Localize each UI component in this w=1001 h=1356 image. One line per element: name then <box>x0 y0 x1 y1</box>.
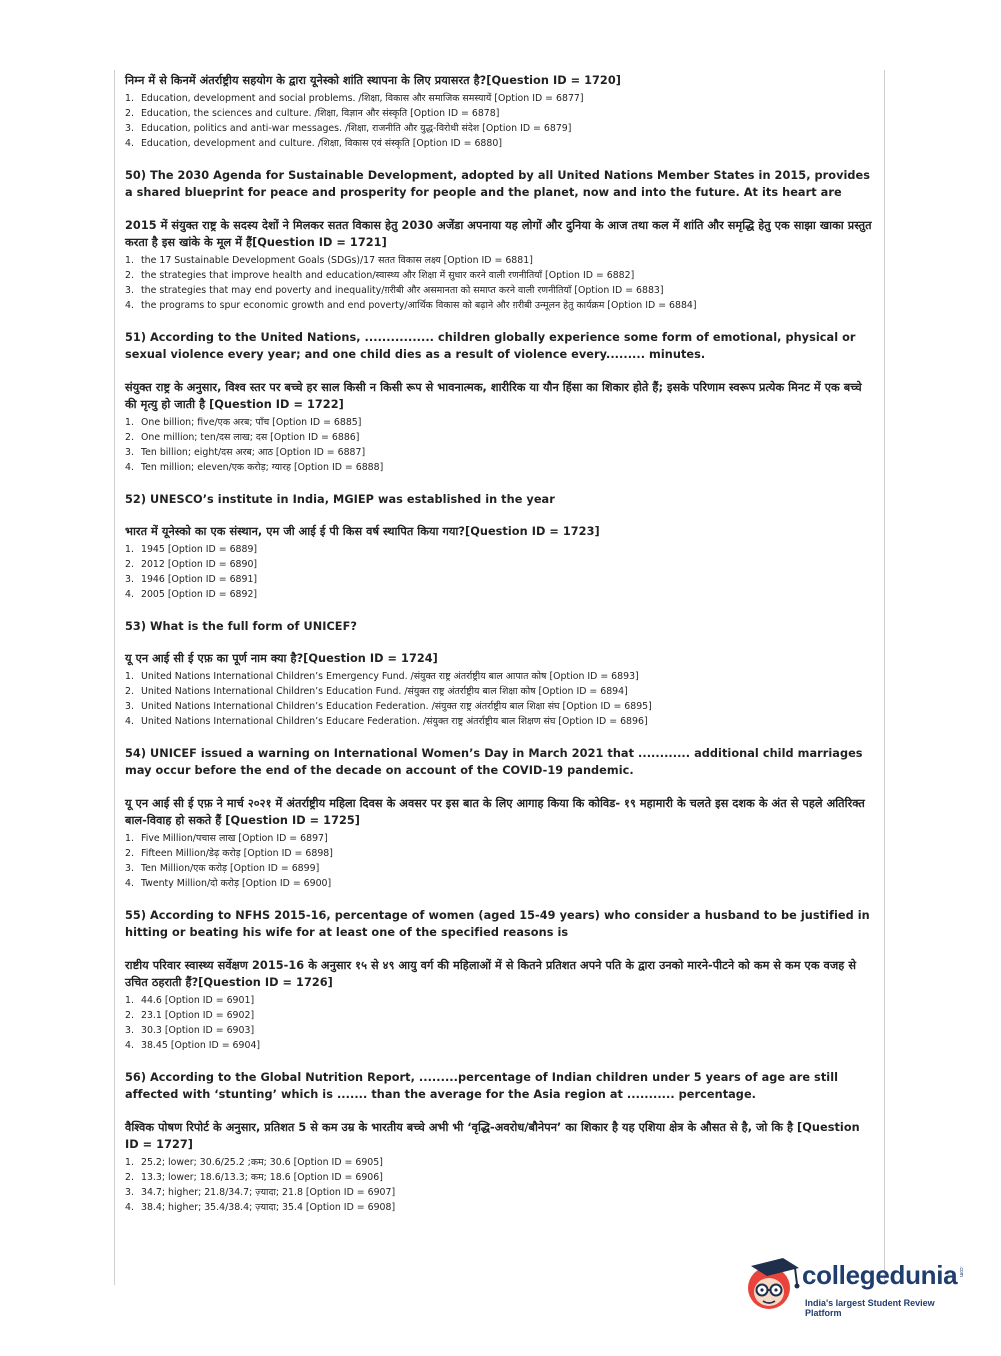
option-item: 3. Ten Million/एक करोड़ [Option ID = 6899] <box>125 862 320 874</box>
logo-tagline: India's largest Student Review Platform <box>805 1298 935 1318</box>
option-item: 2. Fifteen Million/डेढ़ करोड़ [Option ID = 6898] <box>125 847 333 859</box>
question-stem-hindi: संयुक्त राष्ट्र के अनुसार, विश्व स्तर पर बच्चे हर साल किसी न किसी रूप से भावनात्मक, शारीरिक या यौन हिंसा का शिकार होते हैं; इसके परिणाम स्वरूप प्रत्येक मिनट में एक बच्चे की मृत्यु हो जाती है [Question ID = 1722] <box>125 380 862 411</box>
question-stem-hindi: वैश्विक पोषण रिपोर्ट के अनुसार, प्रतिशत 5 से कम उम्र के भारतीय बच्चे अभी भी ‘वृद्धि-अवरोध/बौनेपन’ का शिकार है यह एशिया क्षेत्र के औसत से है, जो कि है [Question ID = 1727] <box>125 1120 860 1151</box>
question-stem-english: 55) According to NFHS 2015-16, percentage of women (aged 15-49 years) who consider a husband to be justified in hitting or beating his wife for at least one of the specified reasons is <box>125 908 870 939</box>
logo-wordmark: collegedunia <box>802 1260 958 1290</box>
question-stem-english: 56) According to the Global Nutrition Report, .........percentage of Indian children under 5 years of age are still affected with ‘stunting’ which is ....... than the average for the Asia region at ........... percentage. <box>125 1070 839 1101</box>
question-56 <box>125 1069 877 1215</box>
option-list <box>125 1155 877 1215</box>
option-list <box>125 993 877 1053</box>
question-stem-hindi: यू एन आई सी ई एफ़ ने मार्च २०२१ में अंतर्राष्ट्रीय महिला दिवस के अवसर पर इस बात के लिए आगाह किया कि कोविड- १९ महामारी के चलते इस दशक के अंत से पहले अतिरिक्त बाल-विवाह हो सकते हैं [Question ID = 1725] <box>125 796 865 827</box>
question-stem-hindi: यू एन आई सी ई एफ़ का पूर्ण नाम क्या है?[Question ID = 1724] <box>125 652 438 665</box>
option-item: 1. One billion; five/एक अरब; पाँच [Option ID = 6885] <box>125 416 362 428</box>
page-border-left <box>114 70 115 1285</box>
option-item: 2. 23.1 [Option ID = 6902] <box>125 1009 255 1021</box>
option-item: 4. Ten million; eleven/एक करोड़; ग्यारह [Option ID = 6888] <box>125 461 384 473</box>
question-stem-english: 50) The 2030 Agenda for Sustainable Development, adopted by all United Nations Member States in 2015, provides a shared blueprint for peace and prosperity for people and the planet, now and into the future. At its heart are <box>125 168 871 199</box>
question-stem-hindi: भारत में यूनेस्को का एक संस्थान, एम जी आई ई पी किस वर्ष स्थापित किया गया?[Question ID = 1723] <box>125 525 600 538</box>
option-list <box>125 253 877 313</box>
question-54 <box>125 745 877 891</box>
question-50 <box>125 167 877 313</box>
question-1720 <box>125 72 877 151</box>
option-list <box>125 415 877 475</box>
question-stem-hindi: निम्न में से किनमें अंतर्राष्ट्रीय सहयोग के द्वारा यूनेस्को शांति स्थापना के लिए प्रयासरत है?[Question ID = 1720] <box>125 74 621 87</box>
option-item: 1. the 17 Sustainable Development Goals (SDGs)/17 सतत विकास लक्ष्य [Option ID = 6881] <box>125 254 533 266</box>
option-item: 1. 44.6 [Option ID = 6901] <box>125 994 255 1006</box>
option-item: 1. 25.2; lower; 30.6/25.2 ;कम; 30.6 [Option ID = 6905] <box>125 1156 383 1168</box>
option-item: 2. 2012 [Option ID = 6890] <box>125 558 258 570</box>
option-item: 3. 1946 [Option ID = 6891] <box>125 573 258 585</box>
question-55 <box>125 907 877 1053</box>
option-item: 2. One million; ten/दस लाख; दस [Option ID = 6886] <box>125 431 360 443</box>
question-stem-english: 53) What is the full form of UNICEF? <box>125 619 357 633</box>
option-list <box>125 669 877 729</box>
option-item: 1. Five Million/पचास लाख [Option ID = 6897] <box>125 832 328 844</box>
option-item: 4. the programs to spur economic growth and end poverty/आर्थिक विकास को बढ़ाने और ग़रीबी उन्मूलन हेतु कार्यक्रम [Option ID = 6884] <box>125 299 697 311</box>
option-item: 4. Education, development and culture. /शिक्षा, विकास एवं संस्कृति [Option ID = 6880] <box>125 137 502 149</box>
option-item: 1. United Nations International Children’s Emergency Fund. /संयुक्त राष्ट्र अंतर्राष्ट्रीय बाल आपात कोष [Option ID = 6893] <box>125 670 639 682</box>
option-item: 2. 13.3; lower; 18.6/13.3; कम; 18.6 [Option ID = 6906] <box>125 1171 383 1183</box>
option-item: 2. United Nations International Children’s Education Fund. /संयुक्त राष्ट्र अंतर्राष्ट्रीय बाल शिक्षा कोष [Option ID = 6894] <box>125 685 628 697</box>
option-item: 4. 38.45 [Option ID = 6904] <box>125 1039 261 1051</box>
question-53 <box>125 618 877 729</box>
option-item: 4. Twenty Million/दो करोड़ [Option ID = 6900] <box>125 877 332 889</box>
option-item: 3. United Nations International Children’s Education Federation. /संयुक्त राष्ट्र अंतर्राष्ट्रीय बाल शिक्षा संघ [Option ID = 6895] <box>125 700 652 712</box>
option-item: 3. Ten billion; eight/दस अरब; आठ [Option ID = 6887] <box>125 446 366 458</box>
option-item: 3. the strategies that may end poverty and inequality/ग़रीबी और असमानता को समाप्त करने वाली रणनीतियाँ [Option ID = 6883] <box>125 284 664 296</box>
option-item: 3. 34.7; higher; 21.8/34.7; ज़्यादा; 21.8 [Option ID = 6907] <box>125 1186 396 1198</box>
option-item: 3. Education, politics and anti-war messages. /शिक्षा, राजनीति और युद्ध-विरोधी संदेश [Option ID = 6879] <box>125 122 572 134</box>
question-stem-english: 54) UNICEF issued a warning on International Women’s Day in March 2021 that ............ additional child marriages may occur before the end of the decade on account of the COVID-19 pandemic. <box>125 746 863 777</box>
option-item: 1. 1945 [Option ID = 6889] <box>125 543 258 555</box>
logo-domain: .com <box>958 1266 964 1277</box>
option-item: 4. 38.4; higher; 35.4/38.4; ज़्यादा; 35.4 [Option ID = 6908] <box>125 1201 396 1213</box>
mascot-icon <box>743 1252 803 1314</box>
question-51 <box>125 329 877 475</box>
option-list <box>125 542 877 602</box>
option-item: 2. the strategies that improve health and education/स्वास्थ्य और शिक्षा में सुधार करने वाली रणनीतियाँ [Option ID = 6882] <box>125 269 635 281</box>
collegedunia-logo <box>743 1252 968 1318</box>
option-item: 4. 2005 [Option ID = 6892] <box>125 588 258 600</box>
option-list <box>125 831 877 891</box>
option-item: 2. Education, the sciences and culture. /शिक्षा, विज्ञान और संस्कृति [Option ID = 6878] <box>125 107 500 119</box>
option-item: 1. Education, development and social problems. /शिक्षा, विकास और समाजिक समस्यायें [Option ID = 6877] <box>125 92 584 104</box>
question-paper <box>125 72 877 1215</box>
question-52 <box>125 491 877 602</box>
question-stem-english: 52) UNESCO’s institute in India, MGIEP was established in the year <box>125 492 555 506</box>
question-stem-hindi: 2015 में संयुक्त राष्ट्र के सदस्य देशों ने मिलकर सतत विकास हेतु 2030 अजेंडा अपनाया यह लोगों और दुनिया के आज तथा कल में शांति और समृद्धि हेतु एक साझा खाका प्रस्तुत करता है इस खांके के मूल में हैं[Question ID = 1721] <box>125 218 872 249</box>
option-list <box>125 91 877 151</box>
option-item: 4. United Nations International Children’s Educare Federation. /संयुक्त राष्ट्र अंतर्राष्ट्रीय बाल शिक्षण संघ [Option ID = 6896] <box>125 715 648 727</box>
question-stem-english: 51) According to the United Nations, ................ children globally experience some form of emotional, physical or sexual violence every year; and one child dies as a result of violence every......... minutes. <box>125 330 856 361</box>
page-border-right <box>884 70 885 1285</box>
question-stem-hindi: राष्टीय परिवार स्वास्थ्य सर्वेक्षण 2015-16 के अनुसार १५ से ४९ आयु वर्ग की महिलाओं में से कितने प्रतिशत अपने पति के द्वारा उनको मारने-पीटने को कम से कम एक वजह से उचित ठहराती हैं?[Question ID = 1726] <box>125 958 857 989</box>
option-item: 3. 30.3 [Option ID = 6903] <box>125 1024 255 1036</box>
